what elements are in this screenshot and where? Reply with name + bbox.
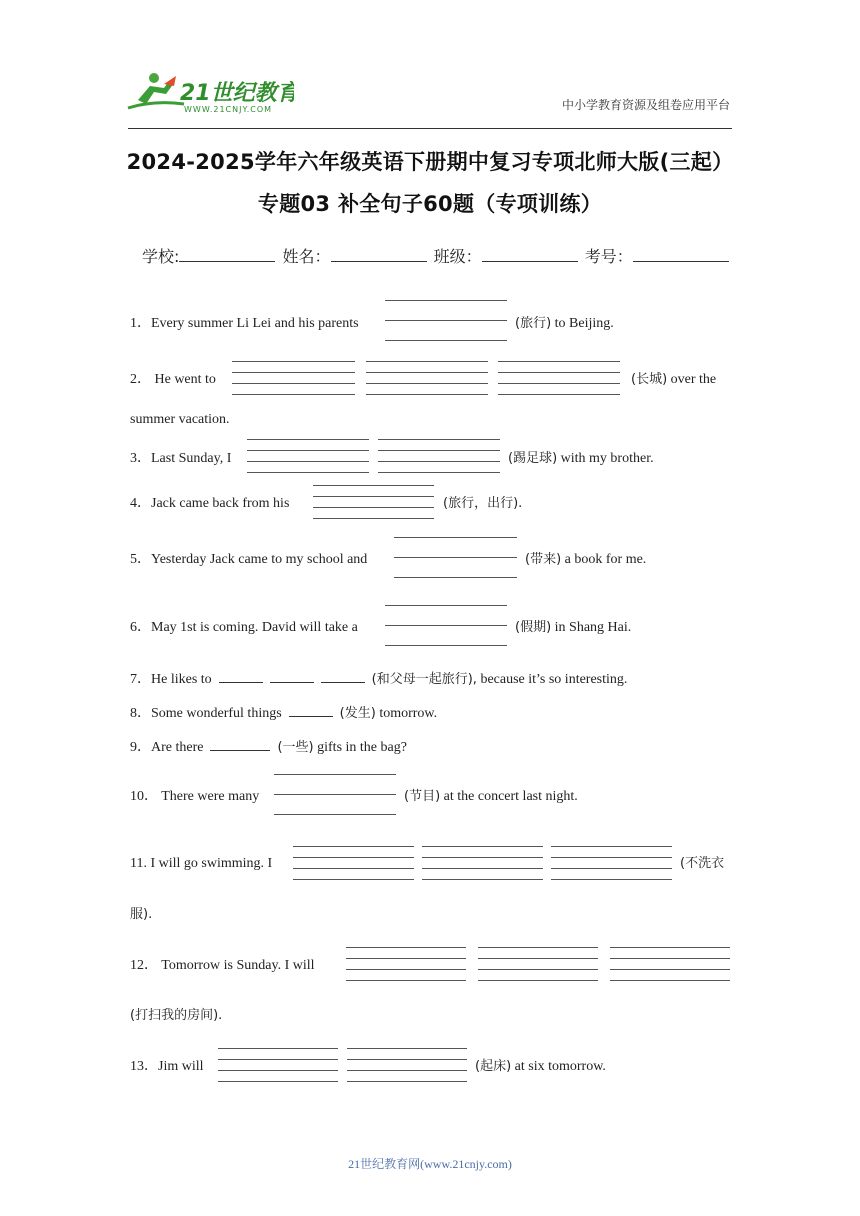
- question-10: 10． There were many: [130, 789, 260, 804]
- question-7: 7．He likes to (和父母一起旅行), because it’s so interesting.: [130, 669, 627, 689]
- name-label: 姓名：: [282, 247, 331, 266]
- svg-text:WWW.21CNJY.COM: WWW.21CNJY.COM: [184, 105, 273, 114]
- svg-text:21世纪教育: 21世纪教育: [180, 81, 294, 106]
- answer-blank[interactable]: [313, 485, 434, 531]
- question-12: 12． Tomorrow is Sunday. I will: [130, 958, 315, 973]
- answer-blank[interactable]: [219, 669, 263, 683]
- answer-blank[interactable]: [422, 846, 543, 892]
- answer-blank[interactable]: [366, 361, 488, 407]
- answer-blank[interactable]: [385, 605, 507, 651]
- question-2: 2． He went to: [130, 372, 216, 387]
- answer-blank[interactable]: [232, 361, 355, 407]
- answer-blank[interactable]: [289, 703, 333, 717]
- answer-blank[interactable]: [210, 737, 270, 751]
- student-info-line: [142, 244, 731, 267]
- answer-blank[interactable]: [347, 1048, 467, 1094]
- answer-blank[interactable]: [293, 846, 414, 892]
- answer-blank[interactable]: [321, 669, 365, 683]
- answer-blank[interactable]: [346, 947, 466, 993]
- answer-blank[interactable]: [247, 439, 369, 485]
- number-blank[interactable]: [633, 247, 729, 262]
- name-blank[interactable]: [331, 247, 427, 262]
- question-3: 3．Last Sunday, I: [130, 451, 232, 466]
- answer-blank[interactable]: [551, 846, 672, 892]
- page-footer: 21世纪教育网(www.21cnjy.com): [348, 1157, 512, 1171]
- question-9: 9．Are there (一些) gifts in the bag?: [130, 737, 407, 757]
- answer-blank[interactable]: [610, 947, 730, 993]
- header-divider: [128, 128, 732, 129]
- answer-blank[interactable]: [218, 1048, 338, 1094]
- page-subtitle: 专题03 补全句子60题（专项训练）: [257, 192, 603, 216]
- question-11: 11. I will go swimming. I: [130, 856, 273, 871]
- answer-blank[interactable]: [378, 439, 500, 485]
- class-blank[interactable]: [482, 247, 578, 262]
- number-label: 考号：: [584, 247, 633, 266]
- school-blank[interactable]: [179, 247, 275, 262]
- answer-blank[interactable]: [498, 361, 620, 407]
- question-13: 13．Jim will: [130, 1059, 204, 1074]
- platform-name: 中小学教育资源及组卷应用平台: [561, 98, 730, 112]
- answer-blank[interactable]: [270, 669, 314, 683]
- answer-blank[interactable]: [394, 537, 517, 583]
- question-5: 5．Yesterday Jack came to my school and: [130, 552, 368, 567]
- answer-blank[interactable]: [385, 300, 507, 346]
- question-1: 1．Every summer Li Lei and his parents: [130, 316, 359, 331]
- answer-blank[interactable]: [478, 947, 598, 993]
- question-6: 6．May 1st is coming. David will take a: [130, 620, 358, 635]
- page-title: 2024-2025学年六年级英语下册期中复习专项北师大版(三起）: [126, 150, 734, 174]
- question-4: 4．Jack came back from his: [130, 496, 290, 511]
- answer-blank[interactable]: [274, 774, 396, 820]
- question-8: 8．Some wonderful things (发生) tomorrow.: [130, 703, 437, 723]
- school-label: 学校:: [142, 247, 180, 266]
- site-logo: [124, 70, 294, 114]
- class-label: 班级：: [433, 247, 482, 266]
